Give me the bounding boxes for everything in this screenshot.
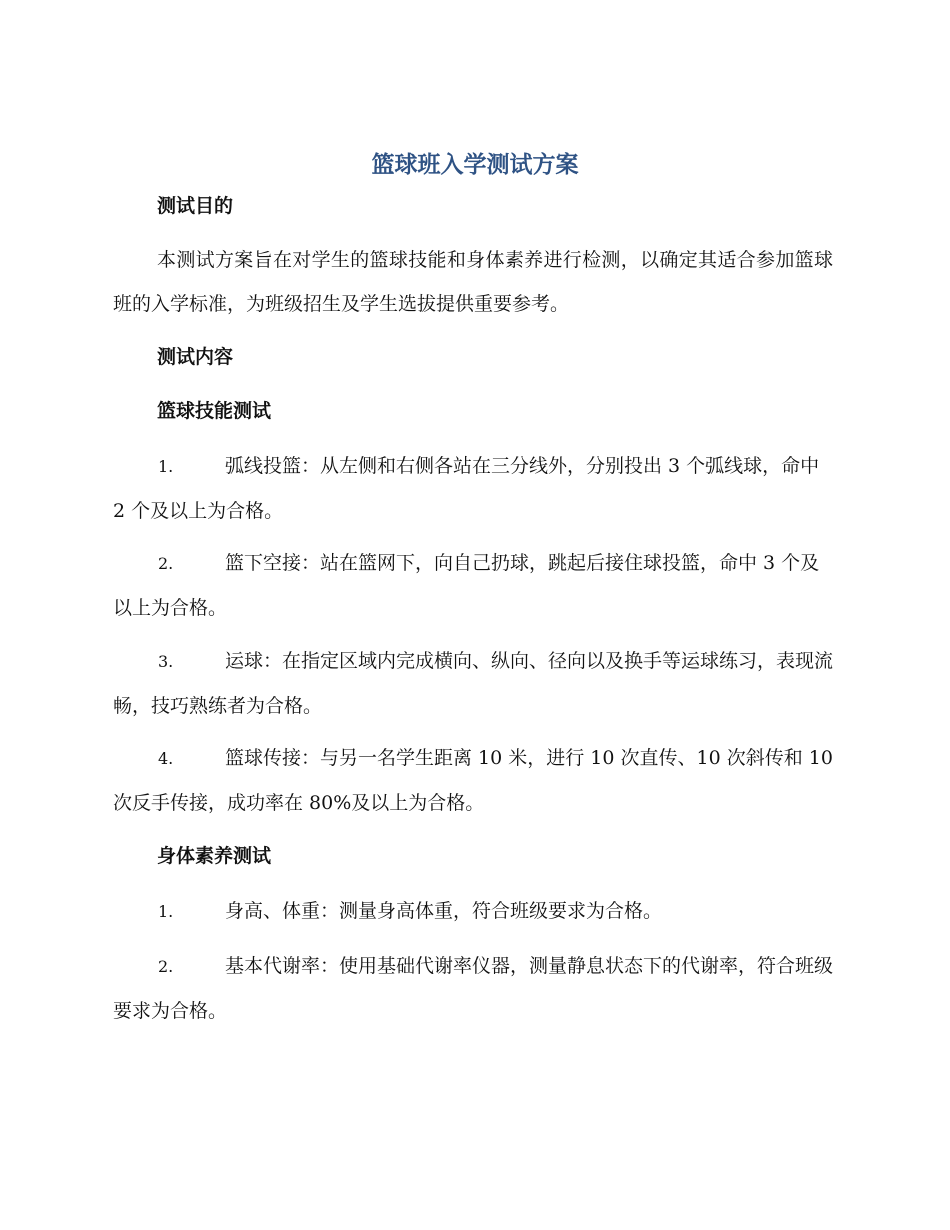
- list-item-text: 篮球传接：与另一名学生距离 10 米，进行 10 次直传、10 次斜传和 10 次反手传接，成功率在 80%及以上为合格。: [113, 747, 833, 814]
- list-number: 2.: [158, 554, 174, 573]
- list-number: 2.: [158, 957, 174, 976]
- heading-purpose: 测试目的: [157, 195, 234, 217]
- physical-item-1: [113, 889, 833, 934]
- list-item-text: 弧线投篮：从左侧和右侧各站在三分线外，分别投出 3 个弧线球，命中 2 个及以上为合格。: [113, 455, 820, 522]
- list-item-text: 运球：在指定区域内完成横向、纵向、径向以及换手等运球练习，表现流畅，技巧熟练者为合格。: [113, 650, 834, 717]
- heading-content: 测试内容: [157, 346, 234, 368]
- skill-item-4: [113, 736, 833, 825]
- list-number: 1.: [158, 457, 174, 476]
- list-number: 4.: [158, 749, 174, 768]
- list-item-text: 基本代谢率：使用基础代谢率仪器，测量静息状态下的代谢率，符合班级要求为合格。: [113, 955, 834, 1022]
- physical-item-2: [113, 944, 833, 1033]
- skill-item-1: [113, 444, 833, 533]
- list-item-text: 身高、体重：测量身高体重，符合班级要求为合格。: [225, 900, 663, 922]
- skill-item-2: [113, 541, 833, 630]
- list-number: 3.: [158, 652, 174, 671]
- paragraph-purpose: 本测试方案旨在对学生的篮球技能和身体素养进行检测，以确定其适合参加篮球班的入学标准，为班级招生及学生选拔提供重要参考。: [113, 249, 833, 315]
- list-item-text: 篮下空接：站在篮网下，向自己扔球，跳起后接住球投篮，命中 3 个及以上为合格。: [113, 552, 820, 619]
- skill-item-3: [113, 639, 833, 728]
- list-number: 1.: [158, 902, 174, 921]
- document-title: 篮球班入学测试方案: [371, 152, 579, 178]
- heading-skills: 篮球技能测试: [157, 400, 272, 422]
- heading-physical: 身体素养测试: [157, 845, 272, 867]
